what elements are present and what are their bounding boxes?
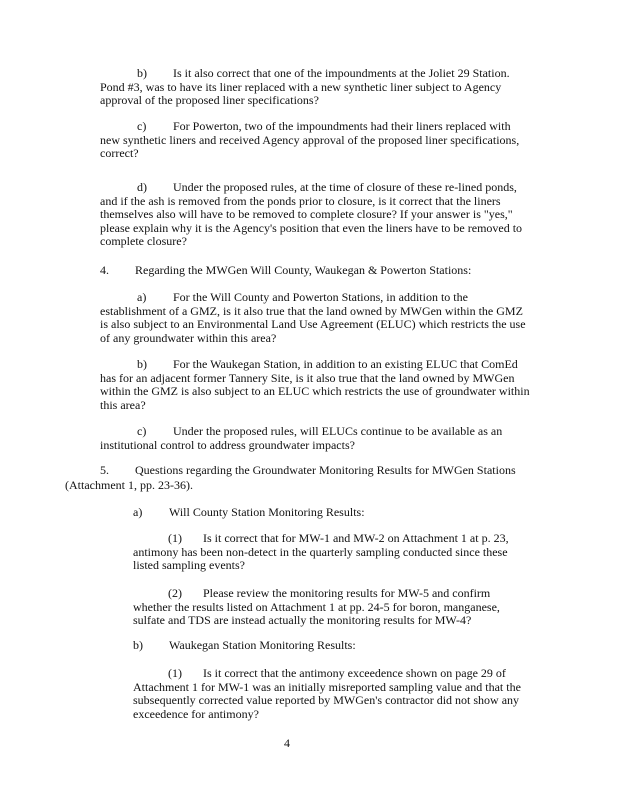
item-label: a) — [137, 290, 147, 304]
paragraph-line: correct? — [100, 146, 139, 160]
paragraph-line: complete closure? — [100, 234, 187, 248]
item-label: 5. — [100, 463, 109, 477]
paragraph-line: For the Waukegan Station, in addition to an existing ELUC that ComEd — [173, 357, 518, 371]
paragraph-line: this area? — [100, 398, 146, 412]
page-number: 4 — [284, 736, 290, 750]
paragraph-line: Is it correct that for MW-1 and MW-2 on Attachment 1 at p. 23, — [203, 531, 509, 545]
item-label: b) — [137, 357, 147, 371]
paragraph-line: approval of the proposed liner specifications? — [100, 93, 319, 107]
paragraph-line: establishment of a GMZ, is it also true that the land owned by MWGen within the GMZ — [100, 304, 523, 318]
paragraph-line: Please review the monitoring results for MW-5 and confirm — [203, 586, 491, 600]
paragraph-line: antimony has been non-detect in the quarterly sampling conducted since these — [133, 545, 508, 559]
paragraph-line: themselves also will have to be removed to complete closure? If your answer is "yes," — [100, 207, 513, 221]
paragraph-line: Regarding the MWGen Will County, Waukegan & Powerton Stations: — [135, 263, 472, 277]
paragraph-line: Under the proposed rules, will ELUCs continue to be available as an — [173, 424, 503, 438]
item-label: c) — [137, 424, 147, 438]
paragraph-line: subsequently corrected value reported by MWGen's contractor did not show any — [133, 693, 520, 707]
item-label: (2) — [168, 586, 182, 600]
item-label: 4. — [100, 263, 109, 277]
paragraph-line: For Powerton, two of the impoundments had their liners replaced with — [173, 119, 511, 133]
paragraph-line: Questions regarding the Groundwater Monitoring Results for MWGen Stations — [135, 463, 516, 477]
paragraph-line: Waukegan Station Monitoring Results: — [169, 638, 356, 652]
paragraph-line: and if the ash is removed from the ponds prior to closure, is it correct that the liners — [100, 194, 501, 208]
paragraph-line: of any groundwater within this area? — [100, 331, 277, 345]
item-label: d) — [137, 180, 147, 194]
item-label: (1) — [168, 531, 182, 545]
paragraph-line: is also subject to an Environmental Land Use Agreement (ELUC) which restricts the use — [100, 317, 526, 331]
item-label: a) — [133, 505, 143, 519]
item-label: (1) — [168, 666, 182, 680]
paragraph-line: institutional control to address groundwater impacts? — [100, 438, 355, 452]
paragraph-line: Is it also correct that one of the impoundments at the Joliet 29 Station. — [173, 66, 510, 80]
paragraph-line: Pond #3, was to have its liner replaced with a new synthetic liner subject to Agency — [100, 80, 502, 94]
paragraph-line: Attachment 1 for MW-1 was an initially misreported sampling value and that the — [133, 680, 521, 694]
paragraph-line: Will County Station Monitoring Results: — [169, 505, 365, 519]
paragraph-line: Under the proposed rules, at the time of closure of these re-lined ponds, — [173, 180, 517, 194]
paragraph-line: new synthetic liners and received Agency approval of the proposed liner specifications, — [100, 133, 520, 147]
paragraph-line: has for an adjacent former Tannery Site, is it also true that the land owned by MWGen — [100, 371, 515, 385]
paragraph-line: Is it correct that the antimony exceedence shown on page 29 of — [203, 666, 506, 680]
paragraph-line: exceedence for antimony? — [133, 707, 259, 721]
item-label: b) — [133, 638, 143, 652]
paragraph-line: (Attachment 1, pp. 23-36). — [65, 478, 193, 492]
paragraph-line: For the Will County and Powerton Stations, in addition to the — [173, 290, 468, 304]
item-label: b) — [137, 66, 147, 80]
paragraph-line: please explain why it is the Agency's position that even the liners have to be removed to — [100, 221, 523, 235]
paragraph-line: whether the results listed on Attachment 1 at pp. 24-5 for boron, manganese, — [133, 600, 500, 614]
paragraph-line: listed sampling events? — [133, 558, 245, 572]
paragraph-line: sulfate and TDS are instead actually the monitoring results for MW-4? — [133, 613, 472, 627]
item-label: c) — [137, 119, 147, 133]
paragraph-line: within the GMZ is also subject to an ELUC which restricts the use of groundwater within — [100, 384, 530, 398]
